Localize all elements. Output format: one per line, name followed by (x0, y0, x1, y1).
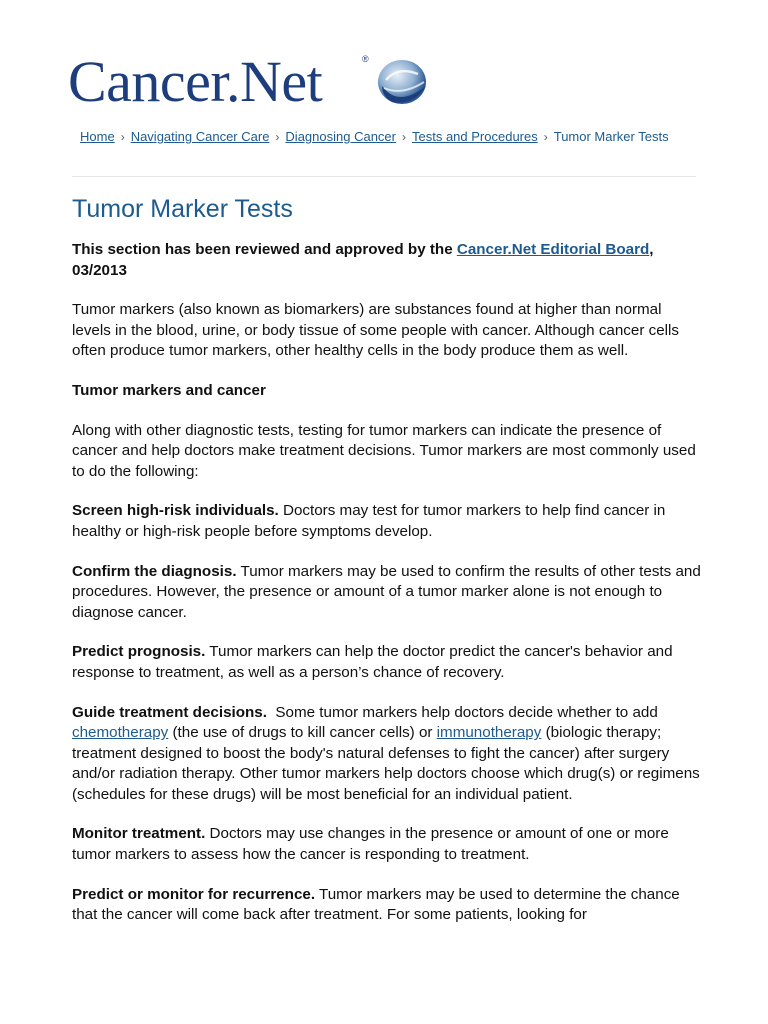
use-monitor (72, 824, 702, 865)
review-date: , 03/2013 (72, 241, 654, 279)
breadcrumb-separator: › (275, 130, 280, 144)
use-recurrence (72, 885, 702, 926)
review-notice (72, 240, 702, 281)
use-text: (biologic therapy; treatment designed to boost the body's natural defenses to fight the cancer) after surgery and/or radiation therapy. Other tumor markers help doctors choose which drug(s) or regimens (schedules for these drugs) will be most beneficial for an individual patient. (72, 724, 700, 803)
use-text: Tumor markers may be used to confirm the results of other tests and procedures. However, the presence or amount of a tumor marker alone is not enough to diagnose cancer. (72, 562, 701, 621)
use-prognosis (72, 642, 702, 683)
immunotherapy-link[interactable]: immunotherapy (436, 724, 542, 742)
breadcrumb-diagnosing-cancer[interactable]: Diagnosing Cancer (285, 129, 396, 144)
breadcrumb-current: Tumor Marker Tests (553, 129, 669, 144)
use-label: Predict prognosis. (72, 643, 206, 661)
registered-mark: ® (362, 54, 369, 64)
review-prefix: This section has been reviewed and approved by the (72, 241, 457, 258)
breadcrumb-separator: › (543, 130, 548, 144)
use-label: Screen high-risk individuals. (72, 502, 279, 520)
use-label: Monitor treatment. (72, 825, 206, 843)
breadcrumb (80, 128, 680, 146)
section-intro: Along with other diagnostic tests, testing for tumor markers can indicate the presence of cancer and help doctors make treatment decisions. Tumor markers are most commonly used to do the following: (72, 421, 696, 480)
section-heading: Tumor markers and cancer (72, 381, 266, 399)
use-label: Confirm the diagnosis. (72, 562, 237, 580)
use-text: Doctors may test for tumor markers to help find cancer in healthy or high-risk people before symptoms develop. (72, 502, 666, 540)
use-screen (72, 501, 702, 542)
use-text: Tumor markers can help the doctor predict the cancer's behavior and response to treatment, as well as a person’s chance of recovery. (72, 643, 673, 681)
breadcrumb-navigating-cancer-care[interactable]: Navigating Cancer Care (130, 129, 270, 144)
logo-wordmark: Cancer.Net (68, 49, 323, 114)
use-text: Doctors may use changes in the presence or amount of one or more tumor markers to assess how the cancer is responding to treatment. (72, 825, 669, 864)
use-text: (the use of drugs to kill cancer cells) or (168, 724, 437, 742)
cancer-net-logo[interactable] (68, 50, 448, 114)
editorial-board-link[interactable]: Cancer.Net Editorial Board (456, 241, 650, 258)
breadcrumb-home[interactable]: Home (80, 129, 115, 144)
header-divider (72, 176, 696, 177)
use-confirm (72, 562, 702, 624)
breadcrumb-separator: › (120, 130, 125, 144)
page-title: Tumor Marker Tests (72, 195, 293, 223)
breadcrumb-separator: › (402, 130, 406, 144)
use-text: Tumor markers may be used to determine the chance that the cancer will come back after treatment. For some patients, looking for (72, 885, 680, 924)
use-text: Some tumor markers help doctors decide whether to add (266, 703, 663, 721)
chemotherapy-link[interactable]: chemotherapy (72, 724, 169, 742)
breadcrumb-tests-and-procedures[interactable]: Tests and Procedures (412, 129, 538, 144)
use-label: Guide treatment decisions. (72, 703, 267, 721)
intro-paragraph: Tumor markers (also known as biomarkers) are substances found at higher than normal levels in the blood, urine, or body tissue of some people with cancer. Although cancer cells often produce tumor markers, other healthy cells in the body produce them as well. (72, 301, 680, 360)
use-guide (72, 703, 702, 806)
article-body (72, 194, 702, 945)
use-label: Predict or monitor for recurrence. (72, 885, 316, 903)
globe-icon (368, 56, 432, 112)
